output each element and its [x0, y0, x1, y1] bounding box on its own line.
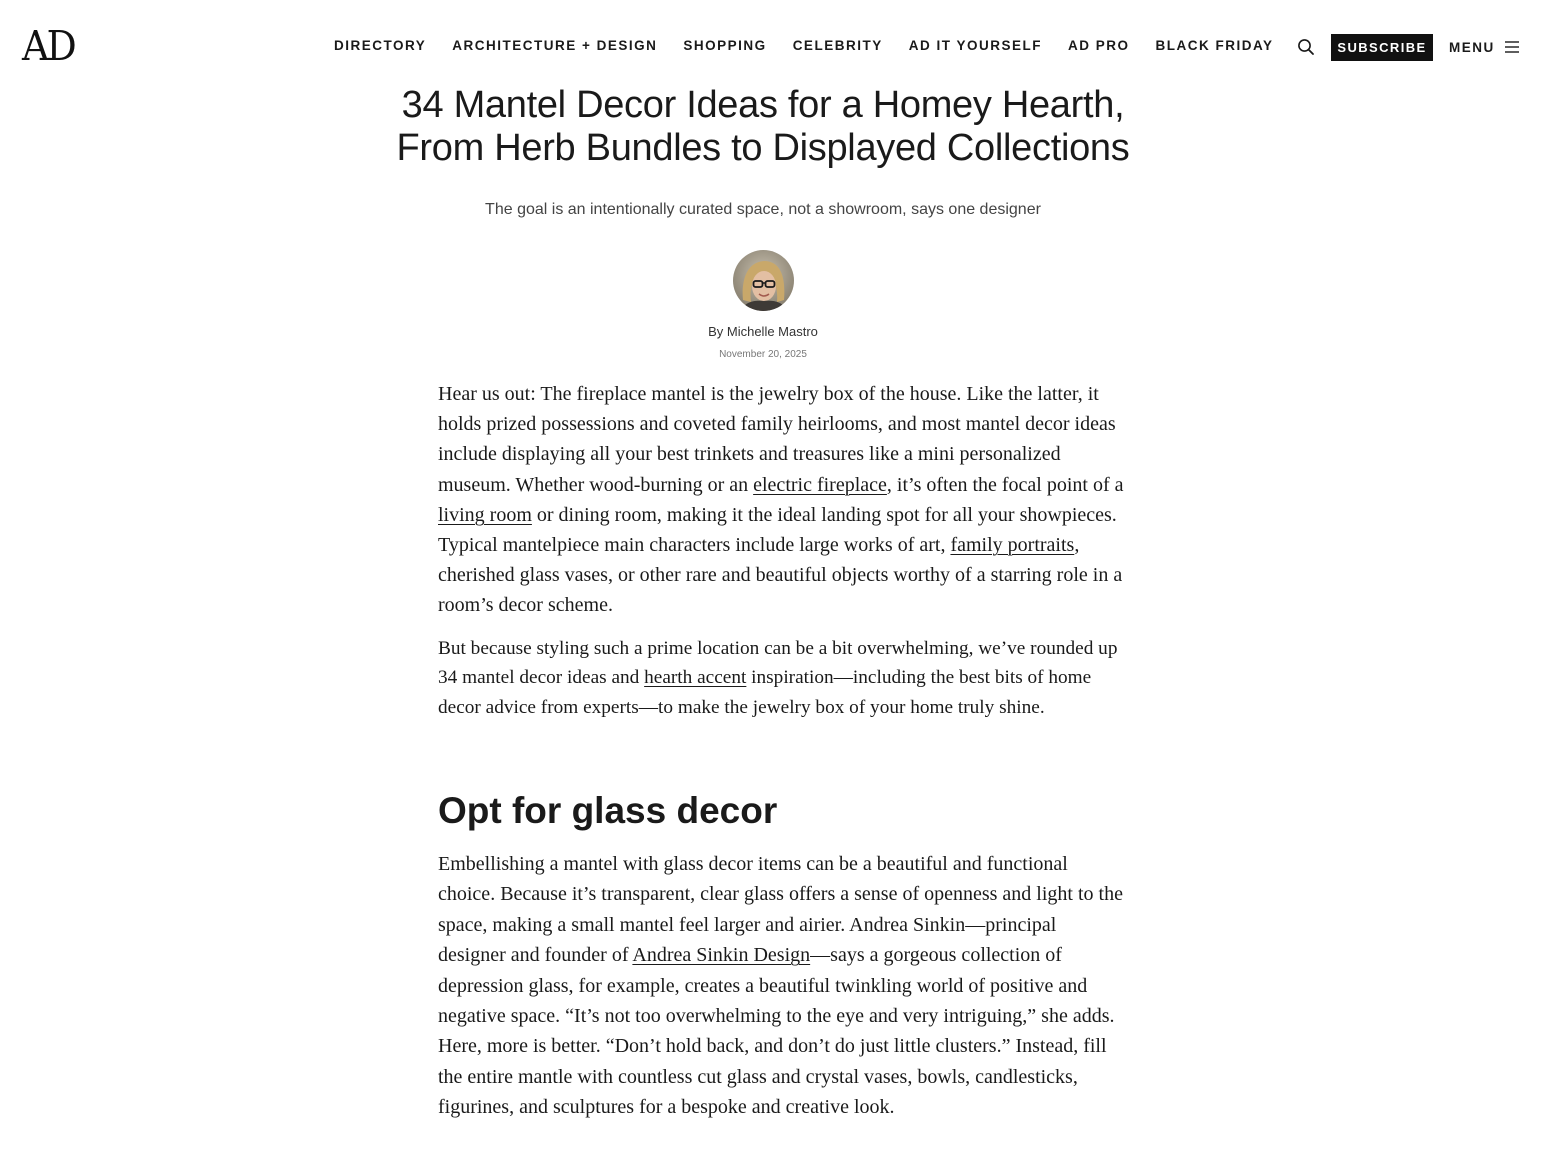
nav-item-black-friday[interactable]: BLACK FRIDAY: [1155, 38, 1274, 53]
byline-prefix: By: [708, 324, 727, 339]
headline-line-2: From Herb Bundles to Displayed Collections: [396, 127, 1130, 169]
main-nav: [334, 38, 1274, 56]
body-paragraph-1: [438, 379, 1128, 621]
link-hearth-accent[interactable]: hearth accent: [644, 667, 747, 689]
nav-item-ad-it-yourself[interactable]: AD IT YOURSELF: [908, 38, 1042, 53]
article-dek: The goal is an intentionally curated space, not a showroom, says one designer: [485, 201, 1041, 218]
headline-line-1: 34 Mantel Decor Ideas for a Homey Hearth,: [401, 84, 1125, 126]
byline: [630, 324, 896, 339]
paragraph-text: or dining room, making it the ideal landing spot for all your showpieces. Typical mantelpiece main characters include large works of art,: [438, 503, 1117, 557]
author-avatar[interactable]: [733, 250, 794, 311]
publish-date: November 20, 2025: [719, 349, 807, 360]
link-electric-fireplace[interactable]: electric fireplace: [753, 473, 887, 496]
body-paragraph-3: [438, 849, 1128, 1123]
author-link[interactable]: Michelle Mastro: [726, 324, 818, 339]
site-header: [0, 0, 1556, 92]
nav-item-directory[interactable]: DIRECTORY: [334, 38, 427, 53]
paragraph-text: But because styling such a prime location can be a bit overwhelming, we’ve rounded up 34 mantel decor ideas and: [438, 638, 1118, 689]
hamburger-icon: [1504, 41, 1520, 53]
nav-item-celebrity[interactable]: CELEBRITY: [792, 38, 883, 53]
paragraph-text: inspiration—including the best bits of home decor advice from experts—to make the jewelry box of your home truly shine.: [438, 667, 1092, 718]
nav-item-shopping[interactable]: SHOPPING: [683, 38, 767, 53]
link-family-portraits[interactable]: family portraits: [950, 534, 1075, 557]
ad-logo[interactable]: AD: [22, 22, 74, 70]
menu-label: MENU: [1449, 39, 1495, 55]
paragraph-text: —says a gorgeous collection of depression glass, for example, creates a beautiful twinkling world of positive and negative space. “It’s not too overwhelming to the eye and very intriguing,” she adds. Here, more is better. “Don’t hold back, and don’t do just little clusters.” Instead, fill the entire mantle with countless cut glass and crystal vases, bowls, candlesticks, figurines, and sculptures for a bespoke and creative look.: [438, 944, 1115, 1119]
subscribe-button[interactable]: SUBSCRIBE: [1331, 34, 1433, 61]
nav-item-architecture-design[interactable]: ARCHITECTURE + DESIGN: [452, 38, 658, 53]
paragraph-text: , it’s often the focal point of a: [886, 473, 1124, 496]
body-paragraph-2: [438, 634, 1128, 722]
paragraph-text: , cherished glass vases, or other rare and beautiful objects worthy of a starring role in a room’s decor scheme.: [438, 534, 1123, 617]
search-icon[interactable]: [1297, 38, 1315, 56]
paragraph-text: Embellishing a mantel with glass decor items can be a beautiful and functional choice. Because it’s transparent, clear glass offers a sense of openness and light to the space, making a small mantel feel larger and airier. Andrea Sinkin—principal designer and founder of: [438, 853, 1123, 967]
paragraph-text: Hear us out: The fireplace mantel is the jewelry box of the house. Like the latter, it holds prized possessions and coveted family heirlooms, and most mantel decor ideas include displaying all your best trinkets and treasures like a mini personalized museum. Whether wood-burning or an: [438, 383, 1116, 496]
section-heading-glass-decor: Opt for glass decor: [438, 790, 778, 831]
nav-item-ad-pro[interactable]: AD PRO: [1067, 38, 1130, 53]
link-andrea-sinkin-design[interactable]: Andrea Sinkin Design: [632, 944, 811, 967]
article-headline: [330, 84, 1196, 170]
menu-button[interactable]: [1449, 37, 1520, 57]
link-living-room[interactable]: living room: [438, 503, 532, 526]
